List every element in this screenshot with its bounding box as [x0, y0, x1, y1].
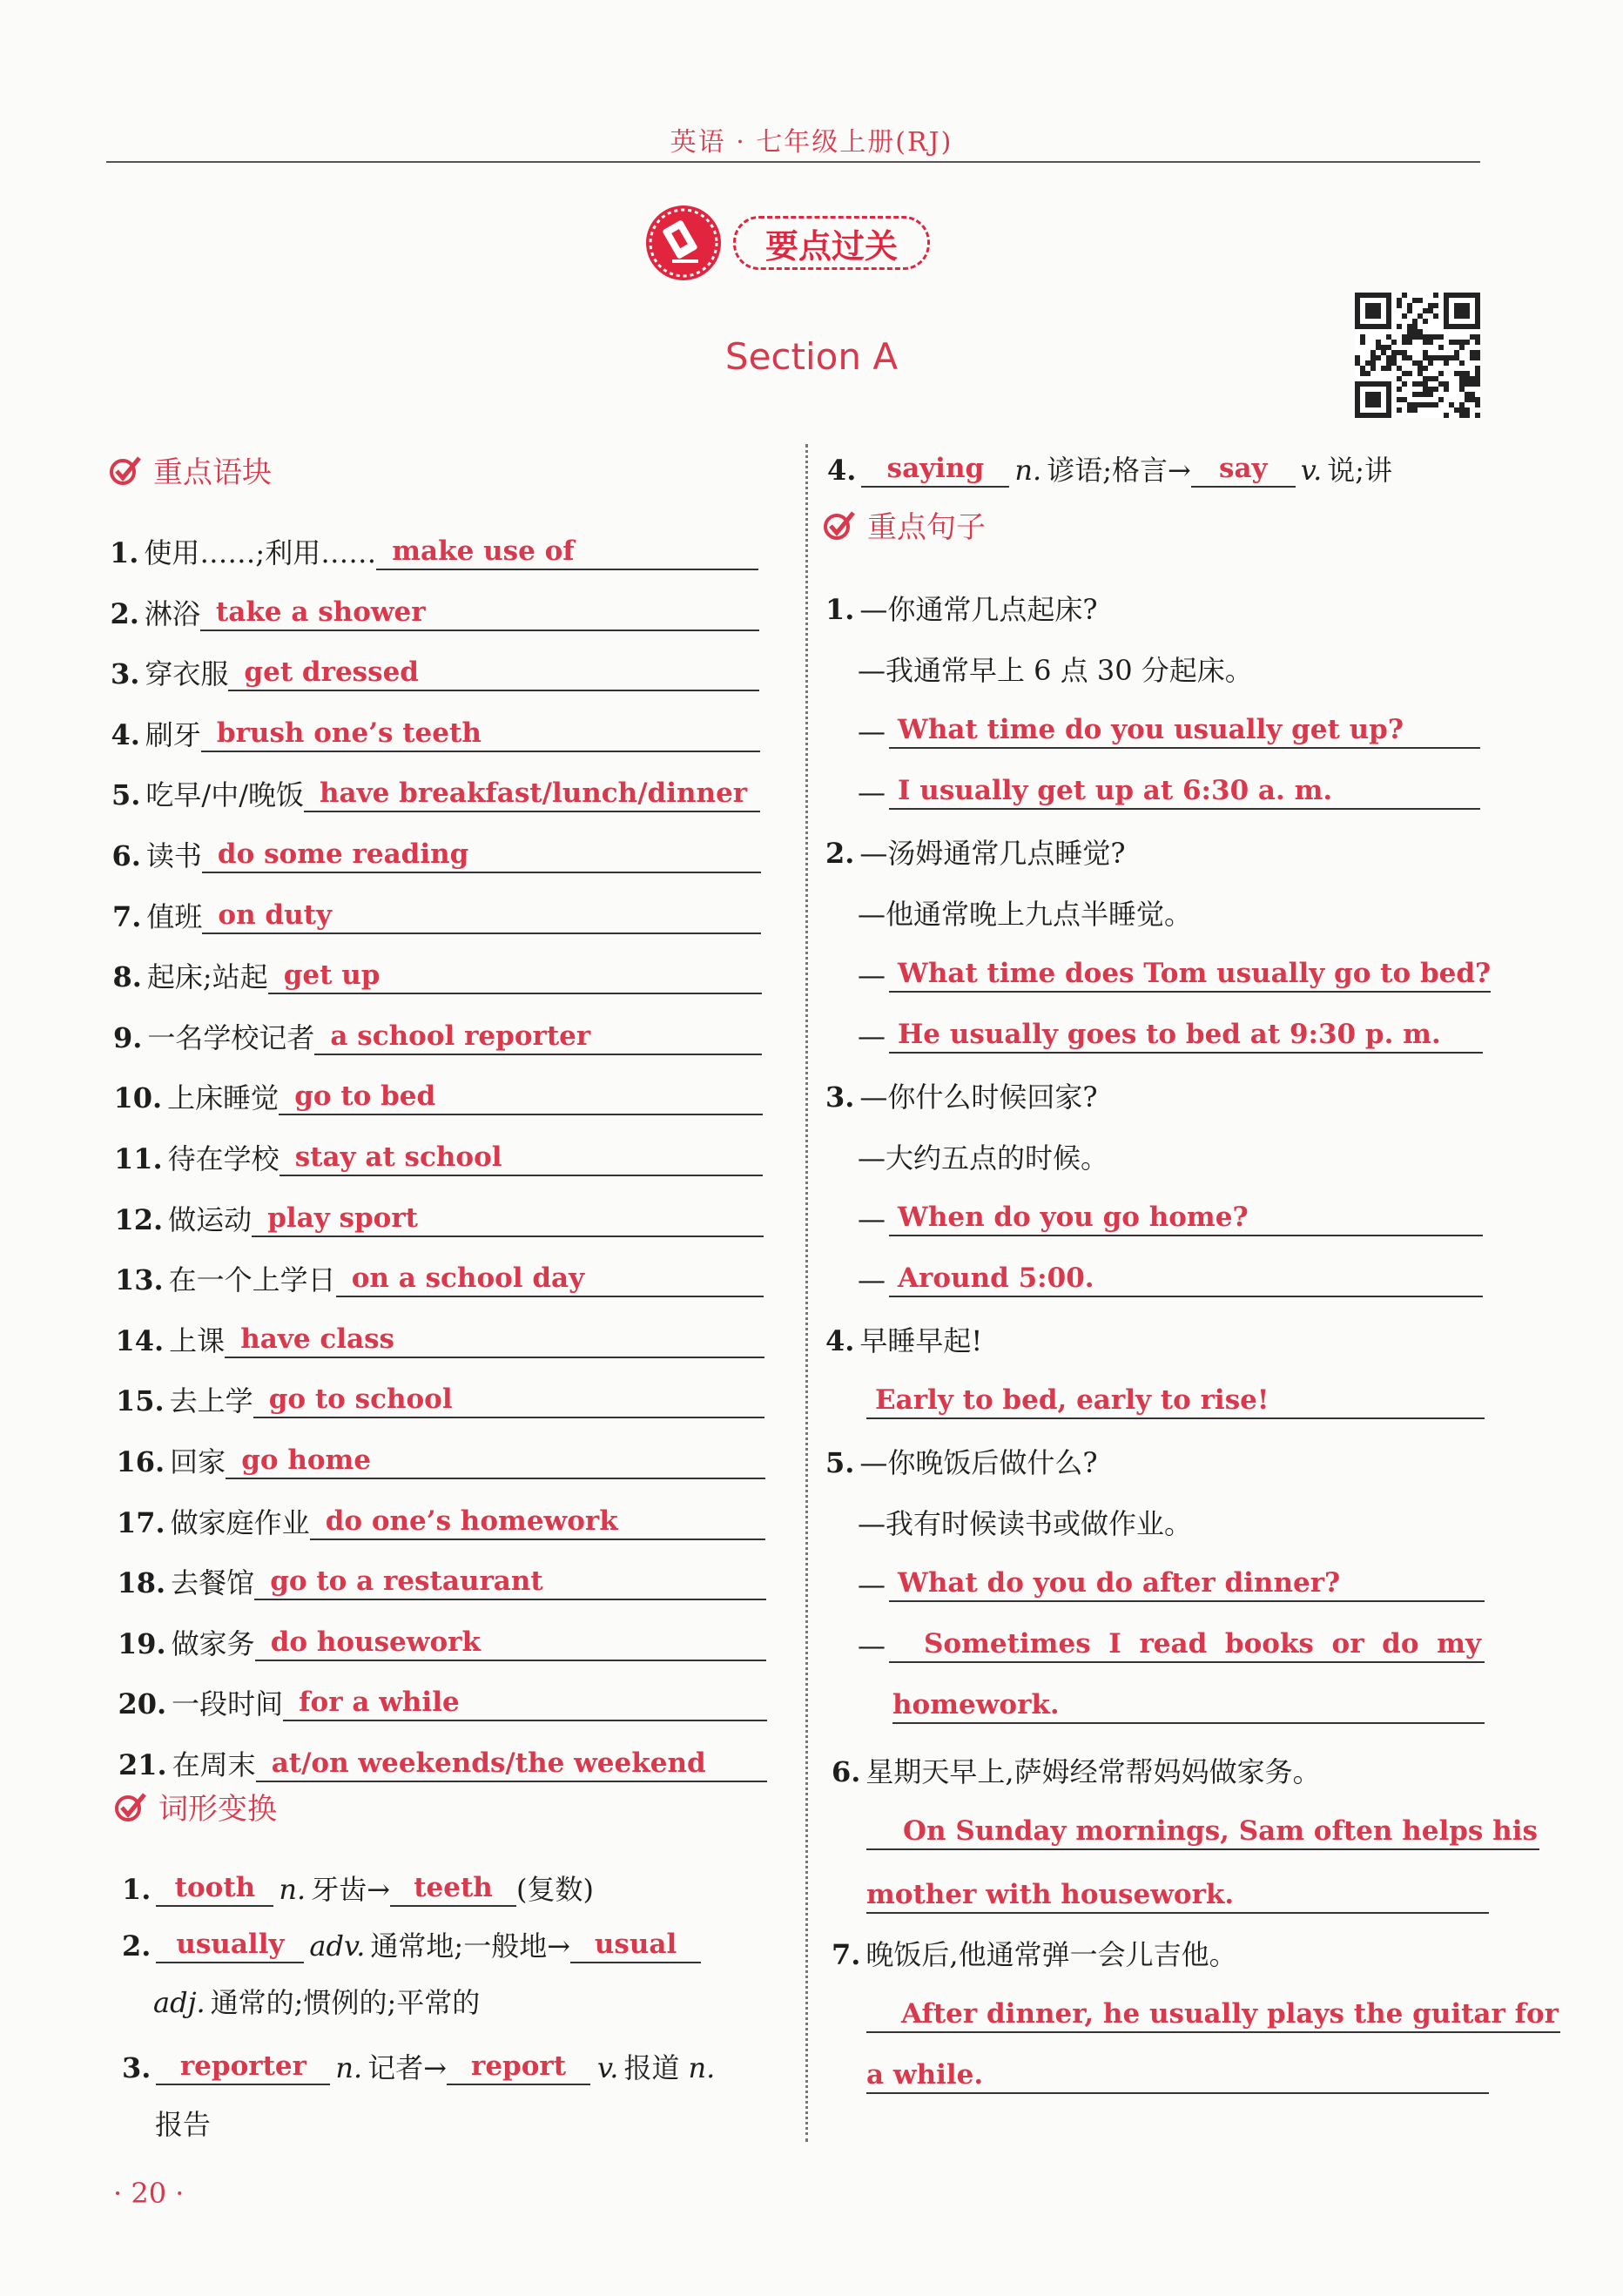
- sentence-2-en-a: [858, 993, 1483, 1054]
- phrase-row: [113, 994, 762, 1055]
- part-of-speech: adj.: [153, 1986, 205, 2019]
- phrase-row: [112, 873, 761, 934]
- answer-blank[interactable]: say: [1191, 451, 1296, 488]
- heading-phrases: [108, 448, 272, 491]
- sentence-5-prompt: [825, 1419, 1478, 1480]
- check-icon: [108, 453, 143, 488]
- chinese-prompt: 去餐馆: [171, 1566, 255, 1599]
- sentence-7-en-1: [866, 1972, 1559, 2033]
- chinese-prompt: 起床;站起: [146, 960, 268, 993]
- chinese-prompt: 读书: [145, 839, 202, 872]
- part-of-speech: v.: [1300, 454, 1323, 487]
- item-number: 8.: [112, 960, 142, 993]
- chinese-answer: —他通常晚上九点半睡觉。: [858, 898, 1193, 931]
- answer-blank[interactable]: saying: [861, 451, 1009, 488]
- chinese-prompt: 做家庭作业: [170, 1506, 310, 1539]
- check-icon: [822, 508, 857, 542]
- phrase-row: [114, 1115, 763, 1176]
- answer-blank[interactable]: play sport: [252, 1201, 763, 1237]
- chinese-prompt: 一段时间: [172, 1687, 284, 1720]
- answer-blank[interactable]: mother with housework.: [866, 1877, 1489, 1914]
- sentence-1-answer-cn: [858, 627, 1467, 688]
- sentence-2-prompt: [825, 810, 1478, 871]
- answer-blank[interactable]: have class: [225, 1322, 764, 1358]
- column-divider: [805, 444, 808, 2142]
- phrase-row: [118, 1660, 767, 1721]
- definition: 通常地;一般地→: [370, 1929, 571, 1963]
- dash: —: [858, 1263, 886, 1296]
- item-number: 20.: [118, 1687, 167, 1720]
- answer-blank[interactable]: usual: [570, 1927, 701, 1963]
- sentence-7-prompt: [832, 1911, 1485, 1972]
- dash: —: [858, 1568, 886, 1601]
- word-form-1: [122, 1846, 766, 1907]
- chinese-answer: —大约五点的时候。: [858, 1141, 1109, 1175]
- item-number: 13.: [115, 1263, 164, 1296]
- answer-blank[interactable]: teeth: [390, 1870, 516, 1907]
- item-number: 16.: [116, 1445, 165, 1478]
- part-of-speech: adv.: [309, 1929, 366, 1963]
- phrase-row: [112, 812, 761, 873]
- sentence-1-en-a: [858, 749, 1480, 810]
- answer-blank[interactable]: reporter: [156, 2049, 330, 2085]
- sentence-6-en-2: [866, 1853, 1489, 1914]
- answer-blank[interactable]: at/on weekends/the weekend: [256, 1746, 767, 1782]
- section-title: Section A: [724, 335, 899, 378]
- chinese-question: —汤姆通常几点睡觉?: [859, 837, 1126, 870]
- dash: —: [858, 715, 886, 748]
- chinese-question: 早睡早起!: [859, 1324, 983, 1357]
- item-number: 14.: [115, 1324, 165, 1357]
- chinese-prompt: 去上学: [169, 1384, 253, 1417]
- pen-icon: [646, 205, 721, 280]
- sentence-5-en-a: [858, 1602, 1485, 1663]
- chinese-question: 晚饭后,他通常弹一会儿吉他。: [865, 1938, 1237, 1971]
- answer-blank[interactable]: go to bed: [279, 1079, 762, 1115]
- phrase-row: [118, 1600, 766, 1661]
- heading-label: 重点句子: [867, 510, 986, 545]
- chinese-prompt: 淋浴: [144, 597, 200, 630]
- sentence-4-prompt: [825, 1297, 1478, 1358]
- answer-blank[interactable]: do housework: [255, 1625, 766, 1661]
- phrase-row: [117, 1418, 765, 1479]
- answer-blank[interactable]: have breakfast/lunch/dinner: [304, 776, 760, 812]
- definition: 报道: [623, 2051, 680, 2084]
- part-of-speech: n.: [279, 1873, 306, 1906]
- item-number: 4.: [825, 1324, 855, 1357]
- sentence-5-en-q: [858, 1541, 1485, 1602]
- phrase-row: [111, 630, 759, 691]
- item-number: 3.: [111, 657, 140, 690]
- banner-label: 要点过关: [733, 216, 930, 270]
- part-of-speech: n.: [1014, 454, 1042, 487]
- item-number: 10.: [113, 1081, 163, 1114]
- answer-blank[interactable]: I usually get up at 6:30 a. m.: [889, 773, 1480, 810]
- phrase-row: [111, 751, 760, 812]
- sentence-3-answer-cn: [858, 1114, 1467, 1175]
- answer-blank[interactable]: homework.: [892, 1687, 1485, 1724]
- sentence-2-answer-cn: [858, 871, 1467, 932]
- item-number: 17.: [117, 1506, 165, 1539]
- chinese-prompt: 上床睡觉: [167, 1081, 279, 1114]
- answer-blank[interactable]: do some reading: [202, 837, 761, 873]
- answer-blank[interactable]: tooth: [156, 1870, 273, 1907]
- sentence-4-en: [866, 1358, 1485, 1419]
- chinese-prompt: 做家务: [171, 1627, 255, 1660]
- answer-blank[interactable]: make use of: [376, 534, 758, 570]
- chinese-question: —你什么时候回家?: [859, 1081, 1098, 1114]
- answer-blank[interactable]: Sometimes I read books or do my: [889, 1626, 1485, 1663]
- item-number: 6.: [832, 1755, 861, 1788]
- section-banner: [646, 205, 930, 280]
- answer-blank[interactable]: go to a restaurant: [254, 1564, 765, 1600]
- chinese-prompt: 一名学校记者: [147, 1021, 315, 1054]
- chinese-prompt: 值班: [146, 900, 203, 933]
- heading-label: 词形变换: [158, 1792, 277, 1827]
- chinese-prompt: 刷牙: [145, 718, 201, 751]
- item-number: 4.: [111, 718, 140, 751]
- chinese-prompt: 做运动: [168, 1203, 253, 1236]
- item-number: 18.: [117, 1566, 166, 1599]
- chinese-question: 星期天早上,萨姆经常帮妈妈做家务。: [865, 1755, 1321, 1788]
- heading-sentences: [822, 503, 986, 546]
- word-form-3: [122, 2024, 766, 2085]
- item-number: 21.: [118, 1748, 167, 1781]
- answer-blank[interactable]: After dinner, he usually plays the guitar for: [866, 1996, 1560, 2033]
- answer-blank[interactable]: brush one’s teeth: [201, 716, 760, 752]
- item-number: 1.: [122, 1873, 152, 1906]
- dash: —: [858, 1020, 886, 1053]
- answer-blank[interactable]: take a shower: [200, 595, 759, 631]
- item-number: 3.: [825, 1081, 855, 1114]
- item-number: 1.: [110, 536, 139, 569]
- definition: 记者→: [367, 2051, 448, 2084]
- chinese-question: —你晚饭后做什么?: [859, 1446, 1098, 1479]
- part-of-speech: v.: [597, 2051, 619, 2084]
- chinese-prompt: 待在学校: [167, 1142, 279, 1175]
- answer-blank[interactable]: What time do you usually get up?: [889, 712, 1480, 749]
- part-of-speech: n.: [688, 2051, 716, 2084]
- definition: 通常的;惯例的;平常的: [210, 1986, 481, 2019]
- chinese-prompt: 穿衣服: [145, 657, 229, 690]
- item-number: 5.: [825, 1446, 855, 1479]
- phrase-row: [115, 1236, 764, 1297]
- sentence-6-prompt: [832, 1728, 1485, 1789]
- item-number: 4.: [827, 454, 857, 487]
- sentence-1-prompt: [825, 566, 1478, 627]
- definition: 牙齿→: [311, 1873, 391, 1906]
- answer-blank[interactable]: get dressed: [228, 655, 759, 691]
- answer-blank[interactable]: When do you go home?: [889, 1200, 1483, 1236]
- answer-blank[interactable]: usually: [156, 1927, 304, 1963]
- item-number: 1.: [825, 593, 855, 626]
- answer-blank[interactable]: What do you do after dinner?: [889, 1565, 1485, 1602]
- item-number: 2.: [825, 837, 855, 870]
- item-number: 12.: [114, 1203, 164, 1236]
- answer-blank[interactable]: on a school day: [336, 1261, 764, 1297]
- sentence-1-en-q: [858, 688, 1480, 749]
- phrase-row: [118, 1721, 767, 1782]
- answer-blank[interactable]: do one’s homework: [310, 1504, 765, 1540]
- sentence-3-en-q: [858, 1175, 1483, 1236]
- phrase-row: [113, 933, 762, 994]
- heading-word-forms: [113, 1785, 277, 1828]
- answer-blank[interactable]: go home: [226, 1443, 764, 1479]
- chinese-prompt: 在一个上学日: [168, 1263, 336, 1296]
- answer-blank[interactable]: a school reporter: [314, 1019, 762, 1055]
- sentence-2-en-q: [858, 932, 1492, 993]
- phrase-row: [114, 1054, 763, 1115]
- check-icon: [113, 1789, 148, 1824]
- phrase-row: [110, 509, 758, 570]
- sentence-5-en-a-cont: [892, 1663, 1485, 1724]
- sentence-6-en-1: [866, 1789, 1538, 1850]
- answer-blank[interactable]: stay at school: [279, 1140, 763, 1176]
- item-number: 11.: [114, 1142, 163, 1175]
- phrase-row: [111, 570, 759, 631]
- sentence-5-answer-cn: [858, 1480, 1467, 1541]
- heading-label: 重点语块: [153, 455, 272, 490]
- sentence-7-en-2: [866, 2033, 1489, 2094]
- chinese-prompt: 回家: [170, 1445, 226, 1478]
- answer-blank[interactable]: on duty: [202, 898, 761, 934]
- word-form-3-cont: [155, 2081, 416, 2142]
- dash: —: [858, 1629, 886, 1662]
- answer-blank[interactable]: get up: [268, 958, 762, 994]
- phrase-row: [111, 691, 760, 752]
- item-number: 5.: [111, 778, 141, 811]
- book-header: 英语 · 七年级上册(RJ): [670, 127, 953, 158]
- chinese-prompt: 吃早/中/晚饭: [145, 778, 304, 811]
- chinese-prompt: 使用……;利用……: [144, 536, 377, 569]
- phrase-row: [115, 1176, 764, 1237]
- page-number: · 20 ·: [113, 2177, 185, 2210]
- note: (复数): [516, 1873, 594, 1906]
- word-form-2-cont: [153, 1959, 763, 2020]
- item-number: 6.: [111, 839, 141, 872]
- answer-blank[interactable]: for a while: [283, 1685, 766, 1721]
- phrase-row: [116, 1357, 764, 1418]
- definition: 说;讲: [1327, 454, 1393, 487]
- chinese-prompt: 上课: [169, 1324, 226, 1357]
- dash: —: [858, 776, 886, 809]
- definition: 报告: [155, 2108, 212, 2141]
- chinese-prompt: 在周末: [172, 1748, 256, 1781]
- answer-blank[interactable]: Early to bed, early to rise!: [866, 1383, 1485, 1419]
- item-number: 7.: [832, 1938, 861, 1971]
- phrase-row: [118, 1539, 766, 1600]
- word-form-2: [122, 1902, 766, 1963]
- sentence-3-en-a: [858, 1236, 1483, 1297]
- item-number: 3.: [122, 2051, 152, 2084]
- chinese-question: —你通常几点起床?: [859, 593, 1098, 626]
- dash: —: [858, 959, 886, 992]
- item-number: 19.: [118, 1627, 166, 1660]
- qr-code[interactable]: [1355, 293, 1480, 418]
- answer-blank[interactable]: go to school: [253, 1382, 764, 1418]
- chinese-answer: —我通常早上 6 点 30 分起床。: [858, 654, 1253, 687]
- definition: 谚语;格言→: [1047, 454, 1191, 487]
- word-form-4: [827, 427, 1489, 488]
- item-number: 2.: [122, 1929, 152, 1963]
- item-number: 7.: [112, 900, 142, 933]
- sentence-3-prompt: [825, 1054, 1478, 1114]
- answer-blank[interactable]: What time does Tom usually go to bed?: [889, 956, 1491, 993]
- answer-blank[interactable]: He usually goes to bed at 9:30 p. m.: [889, 1017, 1483, 1054]
- item-number: 15.: [116, 1384, 165, 1417]
- answer-blank[interactable]: report: [447, 2049, 590, 2085]
- phrase-row: [117, 1479, 765, 1540]
- phrase-row: [116, 1297, 764, 1358]
- part-of-speech: n.: [335, 2051, 363, 2084]
- answer-blank[interactable]: a while.: [866, 2057, 1489, 2094]
- dash: —: [858, 1202, 886, 1236]
- answer-blank[interactable]: Around 5:00.: [889, 1261, 1483, 1297]
- item-number: 2.: [110, 597, 139, 630]
- chinese-answer: —我有时候读书或做作业。: [858, 1507, 1193, 1540]
- answer-blank[interactable]: On Sunday mornings, Sam often helps his: [866, 1814, 1539, 1850]
- header-rule: [106, 161, 1480, 163]
- item-number: 9.: [113, 1021, 143, 1054]
